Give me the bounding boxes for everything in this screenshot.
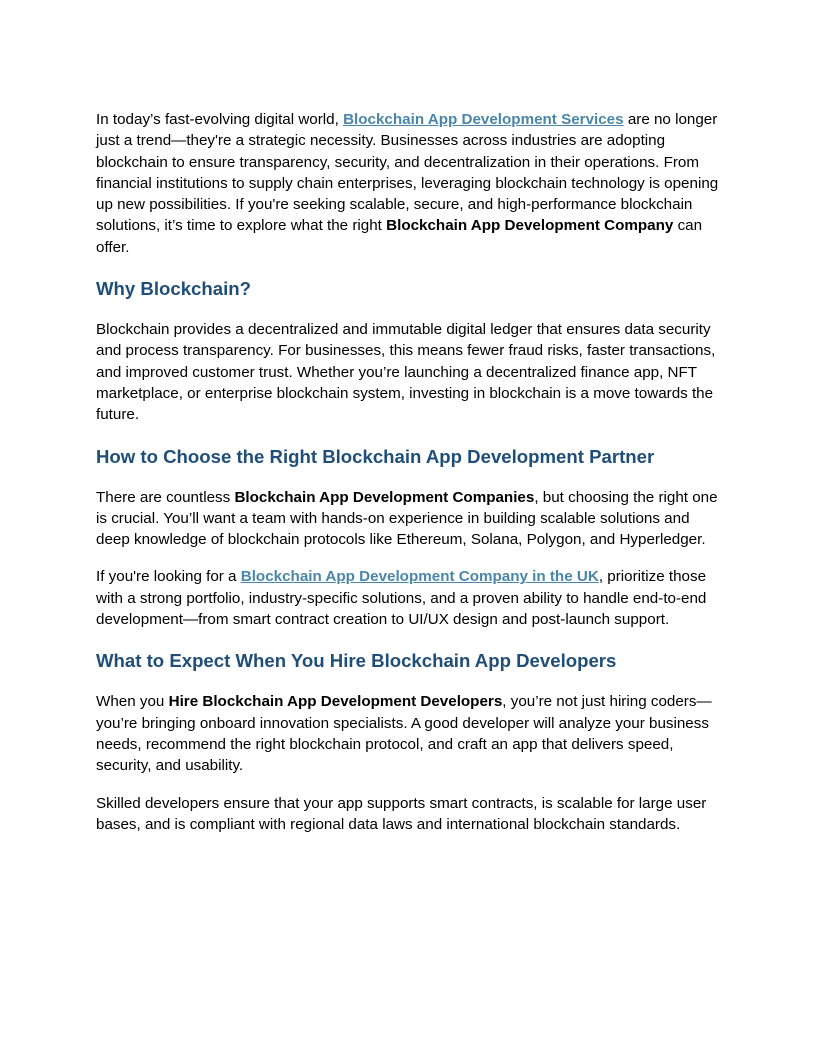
- choose-p1-text-2: , but choosing the right one is crucial. You’ll want a team with hands-on experience in building scalable solutions and deep knowledge of blockchain protocols like Ethereum, Solana, Polygon, and Hyperledger.: [96, 488, 718, 549]
- uk-company-link[interactable]: Blockchain App Development Company in the UK: [240, 568, 599, 586]
- why-blockchain-paragraph: Blockchain provides a decentralized and immutable digital ledger that ensures data security and process transparency. For businesses, this means fewer fraud risks, faster transactions, and improved customer trust. Whether you’re launching a decentralized finance app, NFT marketplace, or enterprise blockchain system, investing in blockchain is a move towards the future.: [96, 321, 716, 424]
- intro-text-3: can offer.: [96, 217, 703, 256]
- expect-p1-text-1: When you: [96, 693, 169, 711]
- expect-heading: What to Expect When You Hire Blockchain App Developers: [96, 650, 617, 672]
- choose-p2-text-1: If you're looking for a: [96, 568, 241, 586]
- why-blockchain-heading: Why Blockchain?: [96, 278, 251, 300]
- document-body: [96, 109, 726, 851]
- choose-partner-heading: How to Choose the Right Blockchain App Development Partner: [96, 445, 655, 467]
- choose-paragraph-1: [96, 487, 726, 551]
- expect-p1-bold: Hire Blockchain App Development Developers: [168, 693, 503, 711]
- choose-p2-text-2: , prioritize those with a strong portfolio, industry-specific solutions, and a proven ability to handle end-to-end development—from smart contract creation to UI/UX design and post-launch support.: [96, 568, 707, 629]
- expect-paragraph-1: [96, 691, 726, 776]
- expect-paragraph-2: Skilled developers ensure that your app supports smart contracts, is scalable for large user bases, and is compliant with regional data laws and international blockchain standards.: [96, 794, 707, 833]
- intro-paragraph: [96, 109, 726, 258]
- choose-p1-bold: Blockchain App Development Companies: [234, 488, 535, 506]
- intro-text-2: are no longer just a trend—they're a strategic necessity. Businesses across industries are adopting blockchain to ensure transparency, security, and decentralization in their operations. From financial institutions to supply chain enterprises, leveraging blockchain technology is opening up new possibilities. If you're seeking scalable, secure, and high-performance blockchain solutions, it’s time to explore what the right: [96, 111, 719, 235]
- expect-p1-text-2: , you’re not just hiring coders—you’re bringing onboard innovation specialists. A good developer will analyze your business needs, recommend the right blockchain protocol, and craft an app that delivers speed, security, and usability.: [96, 693, 712, 775]
- blockchain-services-link[interactable]: Blockchain App Development Services: [343, 111, 624, 128]
- choose-paragraph-2: [96, 566, 726, 630]
- choose-p1-text-1: There are countless: [96, 488, 235, 506]
- intro-text-1: In today’s fast-evolving digital world,: [96, 111, 344, 128]
- intro-bold-company: Blockchain App Development Company: [386, 217, 674, 235]
